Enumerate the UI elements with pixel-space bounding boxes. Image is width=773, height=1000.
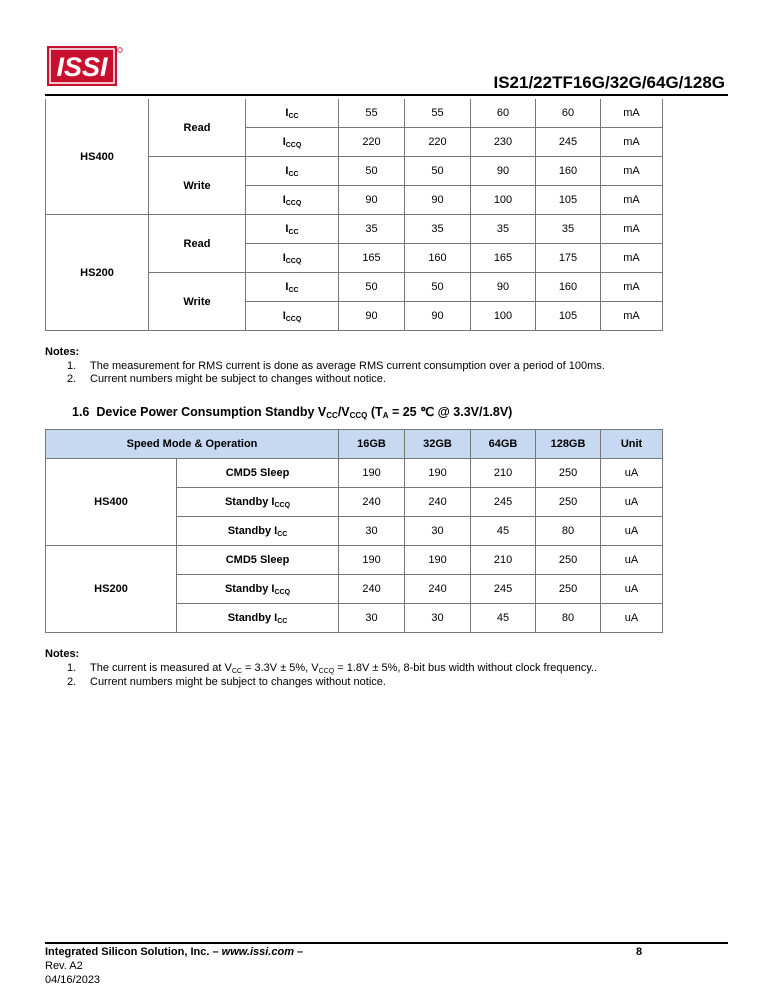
- notes-title: Notes:: [45, 346, 80, 358]
- value-cell: 190: [339, 459, 405, 488]
- value-cell: 210: [471, 546, 536, 575]
- value-cell: 250: [536, 546, 601, 575]
- parameter-subscript: CC: [288, 112, 299, 120]
- value-cell: 50: [339, 273, 405, 302]
- value-cell: 35: [339, 215, 405, 244]
- value-cell: 35: [471, 215, 536, 244]
- note-text-part: The current is measured at V: [90, 662, 232, 674]
- section-number: 1.6: [72, 405, 90, 419]
- footer-company: [45, 946, 303, 958]
- unit-cell: mA: [601, 302, 663, 331]
- operation-cell: [177, 546, 339, 575]
- footer-divider: [45, 942, 728, 944]
- parameter-cell: [246, 99, 339, 128]
- note-text: The measurement for RMS current is done as average RMS current consumption over a period of 100ms.: [90, 360, 605, 372]
- value-cell: 220: [339, 128, 405, 157]
- table-row: [46, 215, 663, 244]
- operation-label: CMD5 Sleep: [225, 553, 290, 566]
- operation-subscript: CC: [277, 617, 288, 625]
- column-header: 128GB: [536, 430, 601, 459]
- value-cell: 190: [339, 546, 405, 575]
- operation-label: CMD5 Sleep: [225, 466, 290, 479]
- value-cell: 45: [471, 604, 536, 633]
- section-title-text: Device Power Consumption Standby V: [96, 405, 327, 419]
- parameter-symbol: I: [285, 106, 289, 119]
- parameter-cell: [246, 302, 339, 331]
- standby-power-table: [45, 429, 663, 633]
- column-header: Unit: [601, 430, 663, 459]
- operation-subscript: CCQ: [274, 501, 291, 509]
- note-text: [90, 662, 597, 675]
- value-cell: 35: [536, 215, 601, 244]
- speed-mode-cell: HS200: [46, 215, 149, 331]
- operation-label: Standby I: [224, 495, 275, 508]
- value-cell: 50: [339, 157, 405, 186]
- document-title: IS21/22TF16G/32G/64G/128G: [493, 73, 725, 92]
- subscript: CC: [231, 668, 242, 675]
- unit-cell: uA: [601, 459, 663, 488]
- unit-cell: mA: [601, 244, 663, 273]
- value-cell: 80: [536, 517, 601, 546]
- unit-cell: mA: [601, 157, 663, 186]
- value-cell: 105: [536, 302, 601, 331]
- parameter-symbol: I: [282, 135, 286, 148]
- speed-mode-cell: HS200: [46, 546, 177, 633]
- value-cell: 90: [339, 302, 405, 331]
- table-header-row: [46, 430, 663, 459]
- logo-text: ISSI: [56, 52, 108, 82]
- value-cell: 250: [536, 459, 601, 488]
- unit-cell: mA: [601, 128, 663, 157]
- value-cell: 210: [471, 459, 536, 488]
- unit-cell: uA: [601, 488, 663, 517]
- value-cell: 35: [405, 215, 471, 244]
- value-cell: 90: [339, 186, 405, 215]
- parameter-cell: [246, 128, 339, 157]
- unit-cell: mA: [601, 186, 663, 215]
- value-cell: 245: [471, 575, 536, 604]
- note-text-part: = 1.8V ± 5%, 8-bit bus width without clock frequency..: [334, 662, 598, 674]
- value-cell: 160: [536, 273, 601, 302]
- value-cell: 30: [339, 517, 405, 546]
- table-row: [46, 99, 663, 128]
- unit-cell: uA: [601, 575, 663, 604]
- value-cell: 240: [405, 488, 471, 517]
- operation-label: Standby I: [224, 582, 275, 595]
- parameter-symbol: I: [282, 193, 286, 206]
- unit-cell: mA: [601, 273, 663, 302]
- operation-cell: [177, 459, 339, 488]
- table-row: [46, 459, 663, 488]
- parameter-symbol: I: [285, 164, 289, 177]
- operation-label: Standby I: [227, 524, 278, 537]
- value-cell: 50: [405, 273, 471, 302]
- value-cell: 220: [405, 128, 471, 157]
- value-cell: 55: [339, 99, 405, 128]
- value-cell: 90: [405, 302, 471, 331]
- speed-mode-cell: HS400: [46, 459, 177, 546]
- issi-logo: [47, 46, 123, 86]
- unit-cell: uA: [601, 604, 663, 633]
- value-cell: 240: [339, 488, 405, 517]
- value-cell: 245: [536, 128, 601, 157]
- operation-cell: Write: [149, 273, 246, 331]
- parameter-cell: [246, 157, 339, 186]
- column-header: 32GB: [405, 430, 471, 459]
- section-heading: [72, 404, 512, 420]
- subscript: CCQ: [349, 411, 368, 420]
- parameter-symbol: I: [285, 222, 289, 235]
- notes-title: Notes:: [45, 648, 80, 660]
- value-cell: 250: [536, 488, 601, 517]
- parameter-cell: [246, 244, 339, 273]
- parameter-subscript: CCQ: [285, 315, 302, 323]
- parameter-subscript: CCQ: [285, 257, 302, 265]
- section-title-text: /V: [337, 405, 350, 419]
- subscript: A: [382, 411, 389, 420]
- value-cell: 30: [405, 517, 471, 546]
- table-row: [46, 546, 663, 575]
- value-cell: 105: [536, 186, 601, 215]
- unit-cell: uA: [601, 546, 663, 575]
- operation-cell: [177, 604, 339, 633]
- current-consumption-table: [45, 99, 663, 331]
- column-header: 64GB: [471, 430, 536, 459]
- value-cell: 240: [405, 575, 471, 604]
- value-cell: 160: [536, 157, 601, 186]
- parameter-symbol: I: [282, 251, 286, 264]
- note-text: Current numbers might be subject to changes without notice.: [90, 676, 386, 688]
- parameter-subscript: CC: [288, 170, 299, 178]
- operation-cell: Read: [149, 99, 246, 157]
- value-cell: 240: [339, 575, 405, 604]
- operation-cell: Write: [149, 157, 246, 215]
- value-cell: 90: [405, 186, 471, 215]
- note-number: 2.: [67, 373, 77, 385]
- value-cell: 165: [471, 244, 536, 273]
- value-cell: 90: [471, 273, 536, 302]
- parameter-subscript: CC: [288, 228, 299, 236]
- parameter-subscript: CCQ: [285, 199, 302, 207]
- unit-cell: uA: [601, 517, 663, 546]
- column-header: 16GB: [339, 430, 405, 459]
- value-cell: 90: [471, 157, 536, 186]
- value-cell: 160: [405, 244, 471, 273]
- note-number: 2.: [67, 676, 77, 688]
- value-cell: 60: [471, 99, 536, 128]
- value-cell: 30: [405, 604, 471, 633]
- section-title-text: (T: [367, 405, 383, 419]
- value-cell: 175: [536, 244, 601, 273]
- date: 04/16/2023: [45, 974, 101, 986]
- operation-subscript: CC: [277, 530, 288, 538]
- parameter-symbol: I: [282, 309, 286, 322]
- note-text-part: = 3.3V ± 5%, V: [241, 662, 319, 674]
- revision: Rev. A2: [45, 960, 83, 972]
- value-cell: 250: [536, 575, 601, 604]
- value-cell: 50: [405, 157, 471, 186]
- value-cell: 165: [339, 244, 405, 273]
- note-number: 1.: [67, 662, 77, 674]
- value-cell: 100: [471, 302, 536, 331]
- unit-cell: mA: [601, 99, 663, 128]
- value-cell: 190: [405, 546, 471, 575]
- value-cell: 230: [471, 128, 536, 157]
- operation-cell: [177, 575, 339, 604]
- header-divider: [45, 94, 728, 96]
- parameter-symbol: I: [285, 280, 289, 293]
- speed-mode-cell: HS400: [46, 99, 149, 215]
- footer-dash: –: [293, 946, 304, 958]
- operation-cell: Read: [149, 215, 246, 273]
- value-cell: 80: [536, 604, 601, 633]
- unit-cell: mA: [601, 215, 663, 244]
- parameter-cell: [246, 186, 339, 215]
- operation-cell: [177, 517, 339, 546]
- value-cell: 245: [471, 488, 536, 517]
- subscript: CC: [326, 411, 338, 420]
- value-cell: 60: [536, 99, 601, 128]
- value-cell: 30: [339, 604, 405, 633]
- parameter-subscript: CCQ: [285, 141, 302, 149]
- section-title-text: = 25 ℃ @ 3.3V/1.8V): [388, 405, 513, 419]
- operation-label: Standby I: [227, 611, 278, 624]
- parameter-subscript: CC: [288, 286, 299, 294]
- value-cell: 190: [405, 459, 471, 488]
- page-number: 8: [636, 946, 643, 958]
- operation-subscript: CCQ: [274, 588, 291, 596]
- company-name: Integrated Silicon Solution, Inc. –: [45, 946, 222, 958]
- value-cell: 45: [471, 517, 536, 546]
- subscript: CCQ: [318, 668, 335, 675]
- value-cell: 100: [471, 186, 536, 215]
- parameter-cell: [246, 215, 339, 244]
- parameter-cell: [246, 273, 339, 302]
- note-text: Current numbers might be subject to changes without notice.: [90, 373, 386, 385]
- operation-cell: [177, 488, 339, 517]
- company-url[interactable]: www.issi.com: [221, 946, 294, 958]
- value-cell: 55: [405, 99, 471, 128]
- column-header: Speed Mode & Operation: [46, 430, 339, 459]
- note-number: 1.: [67, 360, 77, 372]
